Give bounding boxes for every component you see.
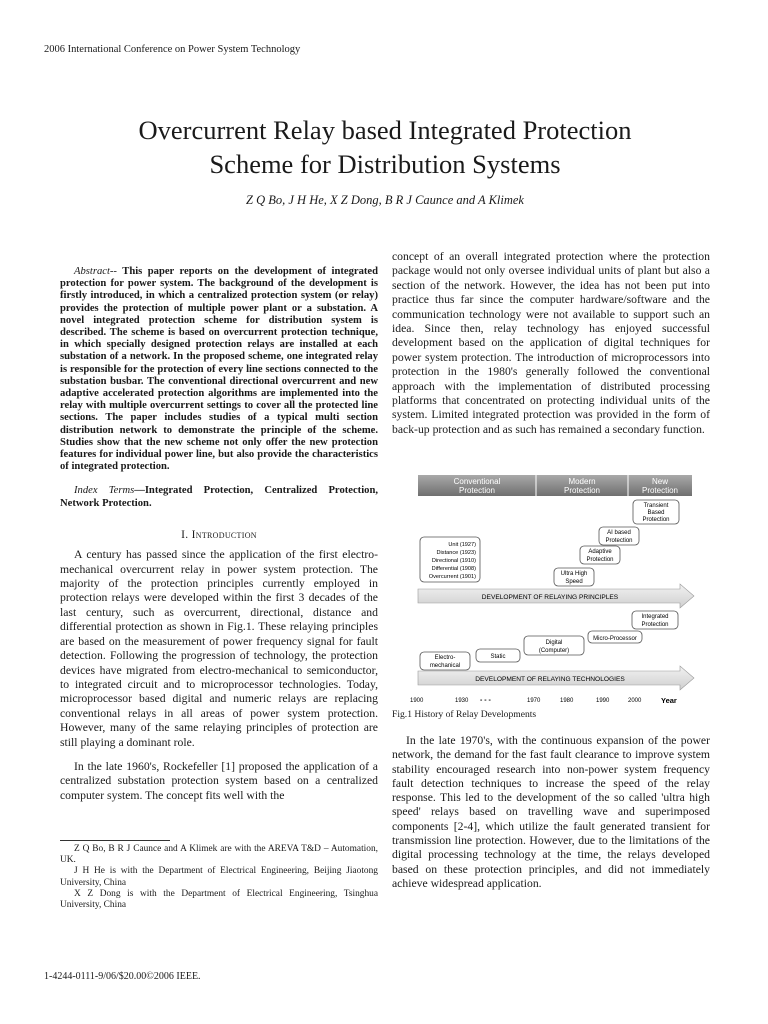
box-electro-2: mechanical xyxy=(429,663,461,669)
header-conventional-1: Conventional xyxy=(453,477,501,486)
header-new-2: Protection xyxy=(641,486,679,495)
box-adaptive-2: Protection xyxy=(586,557,614,563)
box-integrated-1: Integrated xyxy=(641,614,669,620)
box-integrated-2: Protection xyxy=(641,622,669,628)
figure-caption: Fig.1 History of Relay Developments xyxy=(392,709,537,720)
box-digital-2: (Computer) xyxy=(538,648,570,654)
principle-directional: Directional (1910) xyxy=(431,558,476,564)
section-number: I. xyxy=(181,528,192,541)
box-digital-1: Digital xyxy=(545,640,563,646)
conference-header: 2006 International Conference on Power System Technology xyxy=(44,44,301,55)
copyright-notice: 1-4244-0111-9/06/$20.00©2006 IEEE. xyxy=(44,971,201,982)
section-title: Introduction xyxy=(191,528,257,541)
arrow-principles-label: DEVELOPMENT OF RELAYING PRINCIPLES xyxy=(481,594,619,601)
index-terms xyxy=(60,485,378,509)
relay-history-diagram xyxy=(400,473,700,709)
principle-unit: Unit (1927) xyxy=(448,542,476,548)
arrow-technologies-label: DEVELOPMENT OF RELAYING TECHNOLOGIES xyxy=(475,676,625,683)
abstract-label: Abstract-- xyxy=(74,266,117,277)
title-line-2: Scheme for Distribution Systems xyxy=(209,149,561,179)
year-1980: 1980 xyxy=(560,698,574,704)
year-1990: 1990 xyxy=(596,698,610,704)
box-electro-1: Electro- xyxy=(434,655,456,661)
box-ai-2: Protection xyxy=(605,538,633,544)
right-column-top xyxy=(392,250,710,437)
box-static-label: Static xyxy=(490,654,506,660)
year-2000: 2000 xyxy=(628,698,642,704)
right-paragraph-top: concept of an overall integrated protection where the protection package would not only oversee individual units of plant but also a section of the network. However, the idea has not been put into practice thus far since the computer hardware/software and the communication technology were not available to support such an idea. Since then, relay technology has enjoyed successful development based on the application of digital techniques for power system protection. The introduction of microprocessors into protection in the 1980's generally followed the conventional approach with the implementation of distributed processing platforms that concentrated on protecting individual units of the system. Limited integrated protection was provided in the form of back-up protection and as such has remained a secondary function. xyxy=(392,250,710,436)
footnote-1: Z Q Bo, B R J Caunce and A Klimek are with the AREVA T&D – Automation, UK. xyxy=(60,844,378,866)
principle-distance: Distance (1923) xyxy=(436,550,476,556)
abstract-text: This paper reports on the development of integrated protection for power system. The background of the development is firstly introduced, in which a centralized protection system (or relay) provides the protection of multiple power plant or a substation. A novel integrated protection scheme for distribution system is described. The scheme is based on overcurrent protection technique, in which specially designed protection relays are installed at each substation of a network. In the proposed scheme, one integrated relay is responsible for the protection of every line sections connected to the substation busbar. The conventional directional overcurrent and new adaptive accelerated protection algorithms are implemented into the relay with multiple overcurrent settings to cover all the protected line sections. The paper includes studies of a typical multi section distribution network to demonstrate the principle of the scheme. Studies show that the new scheme not only offer the new protection features for individual power line, but also provide the characteristics of integrated protection. xyxy=(60,266,378,473)
year-1970: 1970 xyxy=(527,698,541,704)
right-column-bottom xyxy=(392,734,710,891)
intro-paragraph-2: In the late 1960's, Rockefeller [1] proposed the application of a centralized substation protection system based on a centralized computer system. The concept fits well with the xyxy=(60,759,378,802)
box-uhs-1: Ultra High xyxy=(560,571,588,577)
title-line-1: Overcurrent Relay based Integrated Protection xyxy=(138,115,632,145)
index-terms-text: —Integrated Protection, Centralized Protection, Network Protection. xyxy=(60,485,378,509)
header-modern-1: Modern xyxy=(568,477,596,486)
left-column xyxy=(60,266,378,803)
principle-differential: Differential (1908) xyxy=(431,566,476,572)
footnote-3: X Z Dong is with the Department of Electrical Engineering, Tsinghua University, China xyxy=(60,888,378,911)
box-transient-3: Protection xyxy=(642,517,670,523)
box-ai-1: AI based xyxy=(607,530,631,536)
figure-relay-history xyxy=(400,473,700,709)
section-heading xyxy=(60,528,378,542)
intro-paragraph-1: A century has passed since the application of the first electro-mechanical overcurrent relay in power system protection. The majority of the protection principles currently employed in protection relays were developed within the first 3 decades of the last century, such as overcurrent, directional, distance and differential protection as shown in Fig.1. These relaying principles are based on the measurement of power frequency signal for fault detection. Following the progression of technology, the protection devices have migrated from electro-mechanical to semiconductor, to integrated circuit and to microprocessor technologies. Today, microprocessor based digital and numeric relays are replacing conventional relays in all areas of power system protection. However, many of the same relaying principles of protection are still playing a dominant role. xyxy=(60,548,378,749)
year-1930: 1930 xyxy=(455,698,469,704)
abstract xyxy=(60,266,378,473)
box-transient-1: Transient xyxy=(643,503,669,509)
box-transient-2: Based xyxy=(647,510,665,516)
footnote-2: J H He is with the Department of Electrical Engineering, Beijing Jiaotong University, China xyxy=(60,866,378,888)
index-terms-label: Index Terms xyxy=(74,485,135,497)
year-1900: 1900 xyxy=(410,698,424,704)
principle-overcurrent: Overcurrent (1901) xyxy=(428,574,476,580)
footnotes xyxy=(60,844,378,911)
right-paragraph-bottom: In the late 1970's, with the continuous expansion of the power network, the demand for the fast fault clearance to improve system stability encouraged research into non-power system frequency fault detection techniques to increase the speed of the relay response. This led to the development of the so called 'ultra high speed' relays based on travelling wave and superimposed components [2-4], which utilize the fault generated transient for transmission line protection. However, due to the limitations of the digital processing technology at the time, the relays developed based on these protection principles, and did not immediately achieve widespread application. xyxy=(392,734,710,890)
header-conventional-2: Protection xyxy=(458,486,496,495)
footnote-divider xyxy=(60,840,170,841)
year-ellipsis: - - - xyxy=(480,697,491,704)
header-modern-2: Protection xyxy=(563,486,601,495)
box-uhs-2: Speed xyxy=(565,579,583,585)
year-axis-label: Year xyxy=(661,696,677,705)
header-new-1: New xyxy=(651,477,669,486)
paper-authors: Z Q Bo, J H He, X Z Dong, B R J Caunce and A Klimek xyxy=(246,193,524,207)
paper-title xyxy=(40,113,730,181)
box-micro-label: Micro-Processor xyxy=(593,636,637,642)
box-adaptive-1: Adaptive xyxy=(588,549,612,555)
